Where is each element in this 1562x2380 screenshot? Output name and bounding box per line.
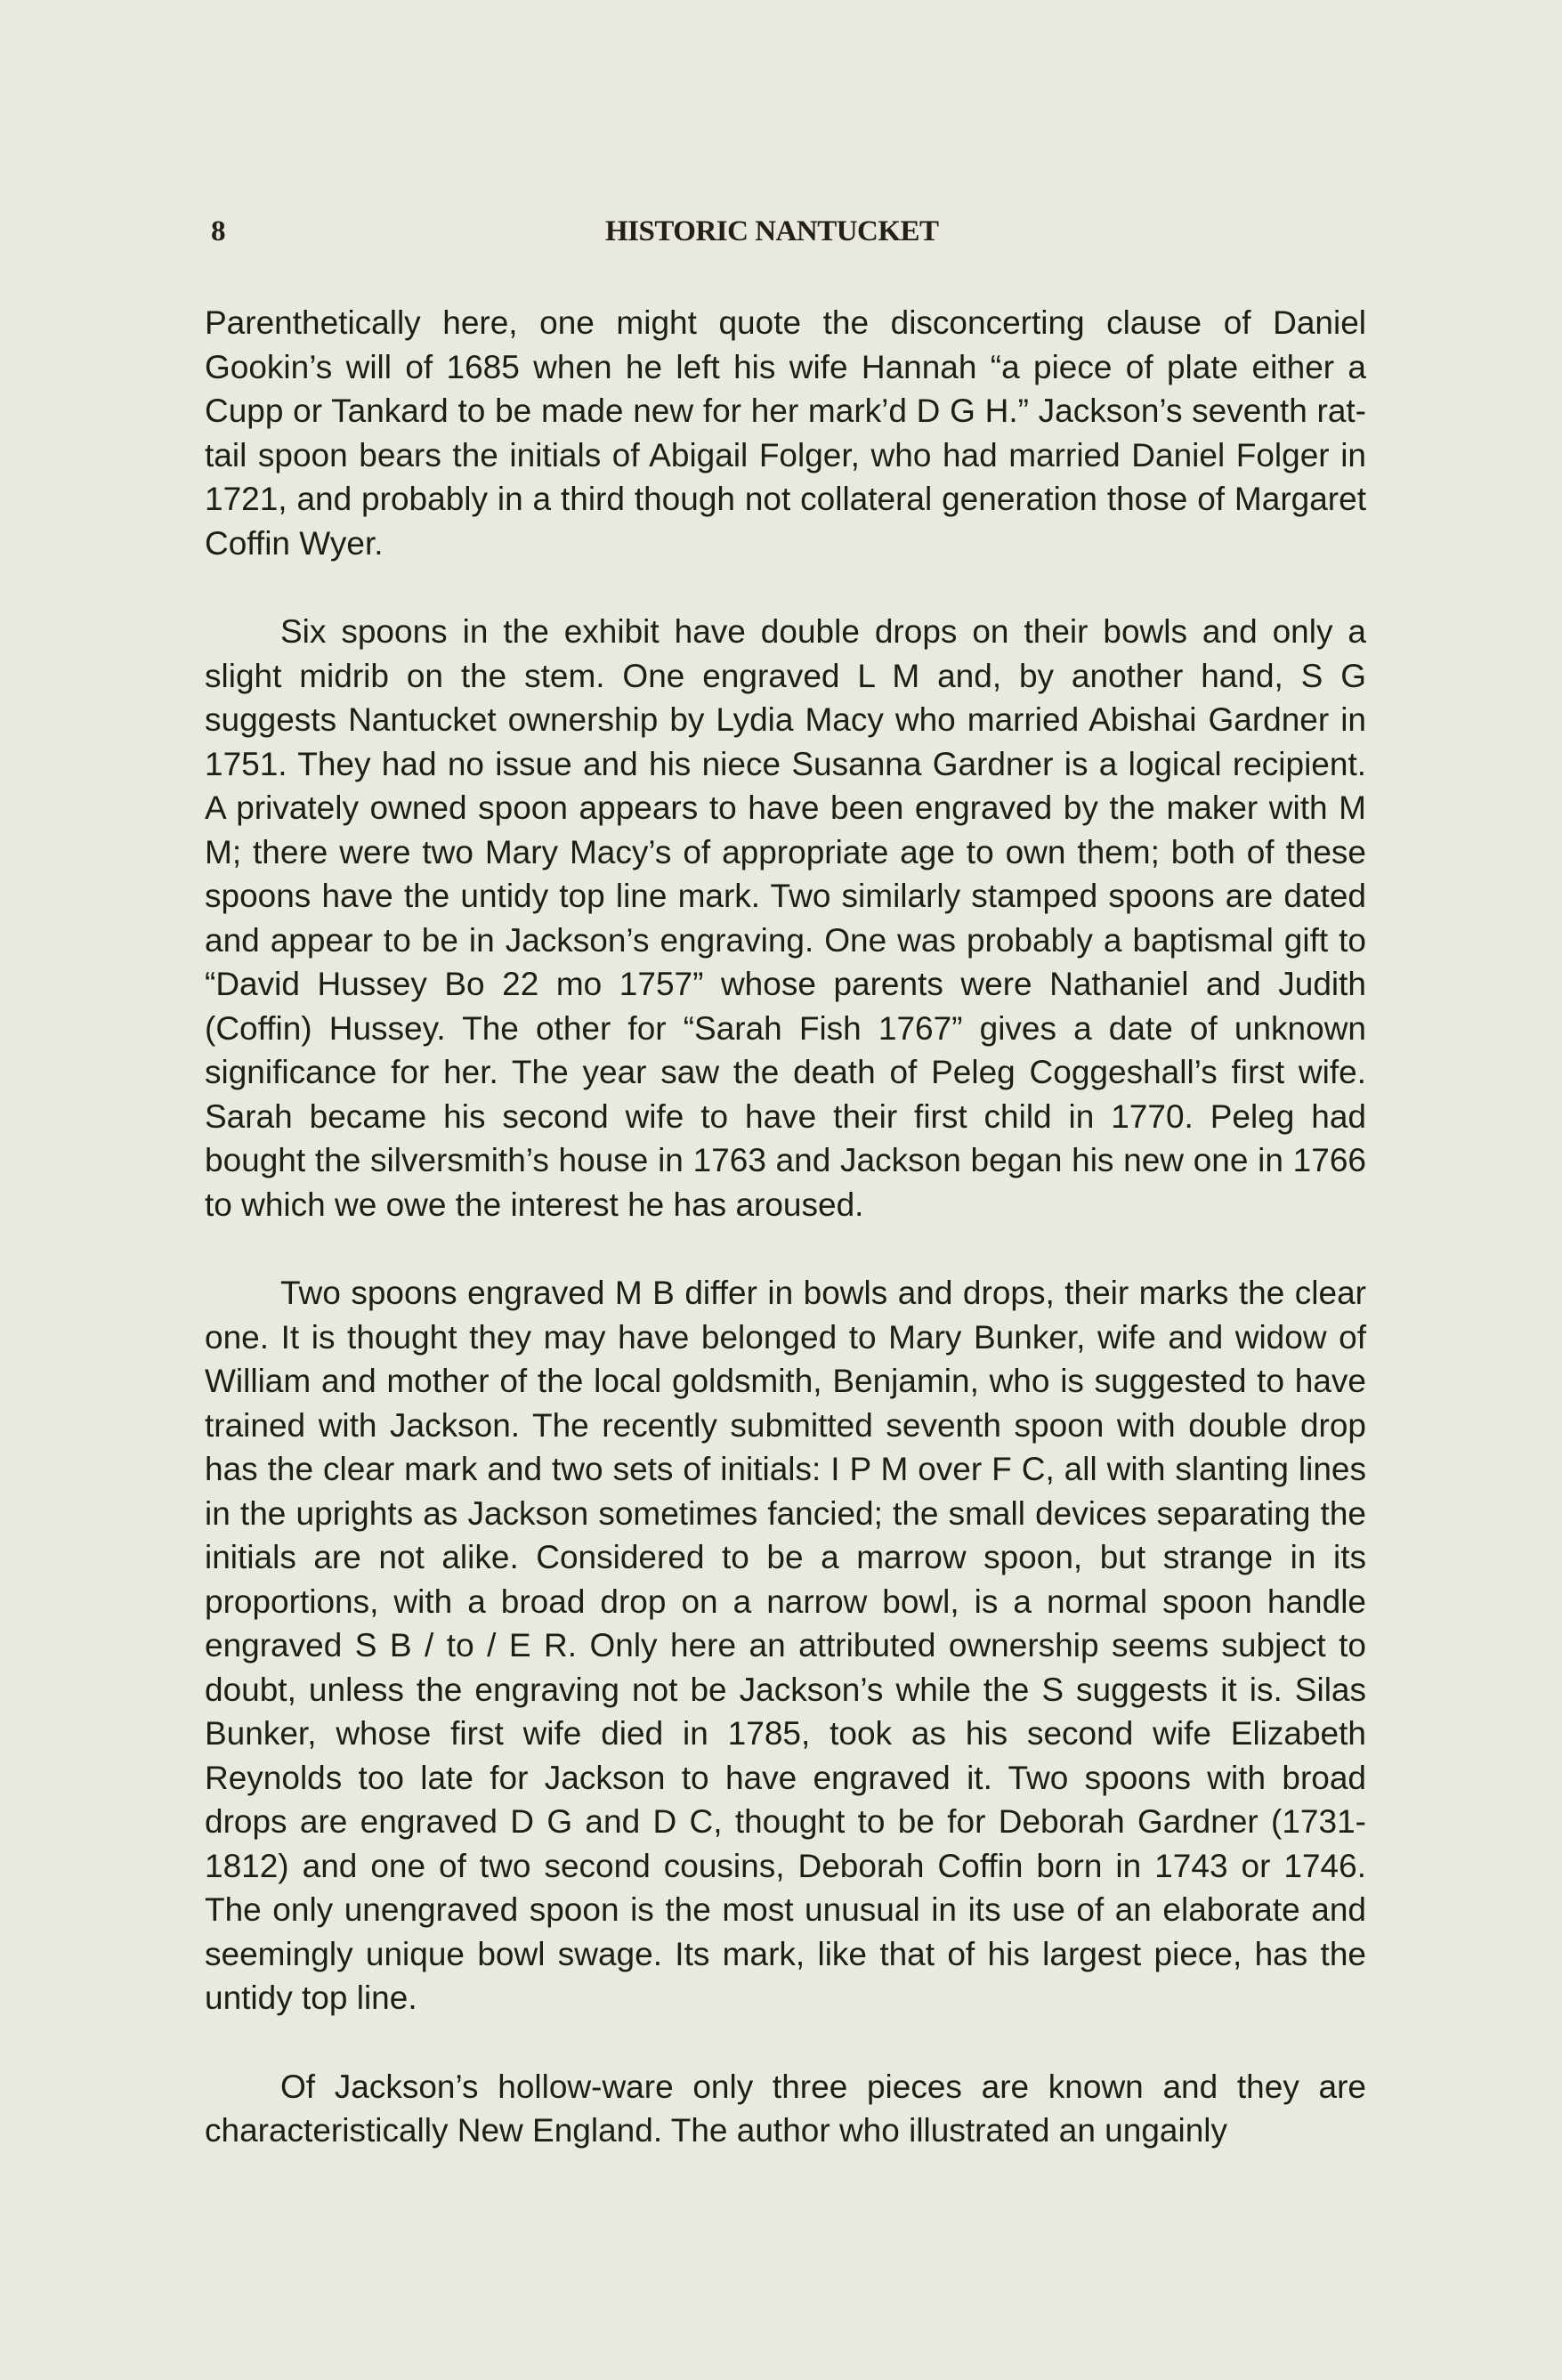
page-number: 8 bbox=[211, 215, 226, 247]
paragraph-mb-spoons: Two spoons engraved M B differ in bowls and drops, their marks the clear one. It is thought they may have belonged to Mary Bunker, wife and widow of William and mother of the local goldsmith, Benjamin, who is suggested to have trained with Jackson. The recently submitted seventh spoon with double drop has the clear mark and two sets of initials: I P M over F C, all with slanting lines in the uprights as Jackson sometimes fancied; the small devices separating the initials are not alike. Considered to be a marrow spoon, but strange in its proportions, with a broad drop on a narrow bowl, is a normal spoon handle engraved S B / to / E R. Only here an attributed ownership seems subject to doubt, unless the engraving not be Jackson’s while the S suggests it is. Silas Bunker, whose first wife died in 1785, took as his second wife Elizabeth Reynolds too late for Jackson to have engraved it. Two spoons with broad drops are engraved D G and D C, thought to be for Deborah Gardner (1731-1812) and one of two second cousins, Deborah Coffin born in 1743 or 1746. The only unengraved spoon is the most unusual in its use of an elaborate and seemingly unique bowl swage. Its mark, like that of his largest piece, has the untidy top line. bbox=[205, 1275, 1366, 2016]
paragraph-gookin-will: Parenthetically here, one might quote the disconcerting clause of Daniel Gookin’s will of 1685 when he left his wife Hannah “a piece of plate either a Cupp or Tankard to be made new for her mark’d D G H.” Jackson’s seventh rat-tail spoon bears the initials of Abigail Folger, who had married Daniel Folger in 1721, and probably in a third though not collateral generation those of Margaret Coffin Wyer. bbox=[205, 304, 1366, 562]
paragraph-double-drop-spoons: Six spoons in the exhibit have double drops on their bowls and only a slight midrib on the stem. One engraved L M and, by another hand, S G suggests Nantucket ownership by Lydia Macy who married Abishai Gardner in 1751. They had no issue and his niece Susanna Gardner is a logical recipient. A privately owned spoon appears to have been engraved by the maker with M M; there were two Mary Macy’s of appropriate age to own them; both of these spoons have the untidy top line mark. Two similarly stamped spoons are dated and appear to be in Jackson’s engraving. One was probably a baptismal gift to “David Hussey Bo 22 mo 1757” whose parents were Nathaniel and Judith (Coffin) Hussey. The other for “Sarah Fish 1767” gives a date of unknown significance for her. The year saw the death of Peleg Coggeshall’s first wife. Sarah became his second wife to have their first child in 1770. Peleg had bought the silversmith’s house in 1763 and Jackson began his new one in 1766 to which we owe the interest he has aroused. bbox=[205, 613, 1366, 1223]
running-title: HISTORIC NANTUCKET bbox=[605, 215, 939, 247]
body-text bbox=[205, 301, 1366, 2153]
running-head bbox=[211, 215, 1368, 260]
paragraph-hollow-ware: Of Jackson’s hollow-ware only three pieces are known and they are characteristically New England. The author who illustrated an ungainly bbox=[205, 2068, 1366, 2149]
